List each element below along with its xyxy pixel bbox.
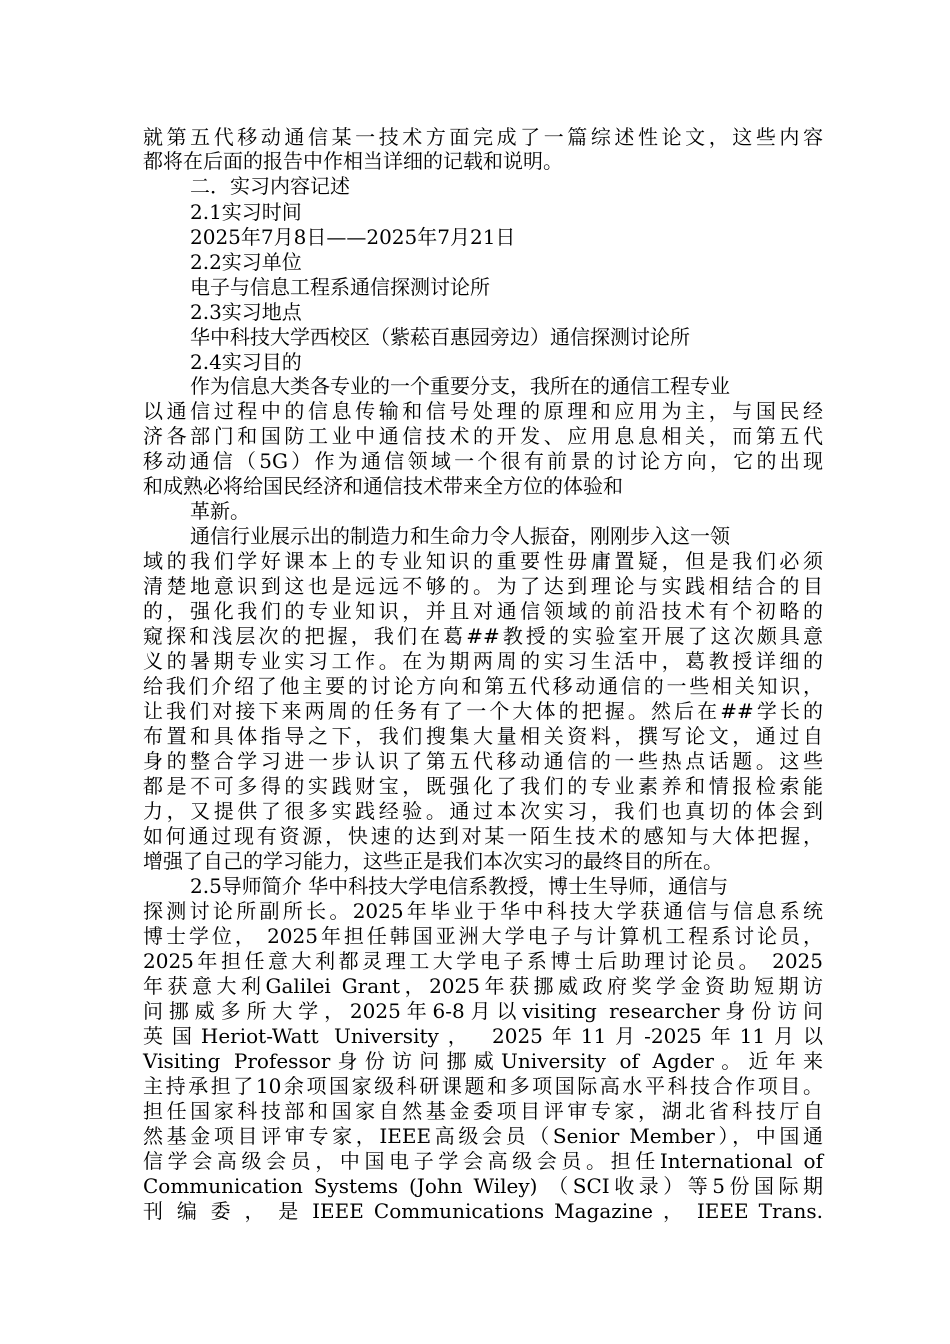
body-text-line: 年获意大利Galilei Grant，2025年获挪威政府奖学金资助短期访 — [143, 974, 823, 998]
body-text-line: 都将在后面的报告中作相当详细的记载和说明。 — [143, 149, 563, 173]
body-text-line: 担任国家科技部和国家自然基金委项目评审专家，湖北省科技厅自 — [143, 1099, 823, 1123]
body-text-line: 2025年担任意大利都灵理工大学电子系博士后助理讨论员。 2025 — [143, 949, 823, 973]
subsection-heading: 2.3实习地点 — [190, 300, 302, 324]
body-text-line: 让我们对接下来两周的任务有了一个大体的把握。然后在##学长的 — [143, 699, 823, 723]
body-text-line: 济各部门和国防工业中通信技术的开发、应用息息相关，而第五代 — [143, 424, 823, 448]
body-text-line: 给我们介绍了他主要的讨论方向和第五代移动通信的一些相关知识， — [143, 674, 823, 698]
body-text-line: 2.5导师简介 华中科技大学电信系教授，博士生导师，通信与 — [190, 874, 729, 898]
body-text-line: 英国Heriot-Watt University， 2025年11月-2025年11月以 — [143, 1024, 823, 1048]
body-text-line: 力，又提供了很多实践经验。通过本次实习，我们也真切的体会到 — [143, 799, 823, 823]
body-text-line: Communication Systems (John Wiley) （SCI收录）等5份国际期 — [143, 1174, 823, 1198]
body-text-line: Visiting Professor身份访问挪威University of Agder。近年来 — [143, 1049, 823, 1073]
body-text-line: 华中科技大学西校区（紫菘百惠园旁边）通信探测讨论所 — [190, 325, 690, 349]
body-text-line: 布置和具体指导之下，我们搜集大量相关资料，撰写论文，通过自 — [143, 724, 823, 748]
body-text-line: 然基金项目评审专家，IEEE高级会员（Senior Member），中国通 — [143, 1124, 823, 1148]
body-text-line: 作为信息大类各专业的一个重要分支，我所在的通信工程专业 — [190, 374, 730, 398]
body-text-line: 信学会高级会员，中国电子学会高级会员。担任International of — [143, 1149, 823, 1173]
body-text-line: 探测讨论所副所长。2025年毕业于华中科技大学获通信与信息系统 — [143, 899, 823, 923]
body-text-line: 革新。 — [190, 499, 250, 523]
body-text-line: 问挪威多所大学，2025年6-8月以visiting researcher身份访问 — [143, 999, 823, 1023]
body-text-line: 博士学位， 2025年担任韩国亚洲大学电子与计算机工程系讨论员， — [143, 924, 823, 948]
subsection-heading: 2.2实习单位 — [190, 250, 302, 274]
body-text-line: 就第五代移动通信某一技术方面完成了一篇综述性论文，这些内容 — [143, 125, 823, 149]
body-text-line: 如何通过现有资源，快速的达到对某一陌生技术的感知与大体把握， — [143, 824, 823, 848]
subsection-heading: 2.1实习时间 — [190, 200, 302, 224]
subsection-heading: 2.4实习目的 — [190, 350, 302, 374]
body-text-line: 都是不可多得的实践财宝，既强化了我们的专业素养和情报检索能 — [143, 774, 823, 798]
body-text-line: 窥探和浅层次的把握，我们在葛##教授的实验室开展了这次颇具意 — [143, 624, 823, 648]
body-text-line: 通信行业展示出的制造力和生命力令人振奋，刚刚步入这一领 — [190, 524, 730, 548]
section-heading: 二．实习内容记述 — [190, 174, 350, 198]
body-text-line: 以通信过程中的信息传输和信号处理的原理和应用为主，与国民经 — [143, 399, 823, 423]
body-text-line: 电子与信息工程系通信探测讨论所 — [190, 275, 490, 299]
body-text-line: 移动通信（5G）作为通信领域一个很有前景的讨论方向，它的出现 — [143, 449, 823, 473]
body-text-line: 增强了自己的学习能力，这些正是我们本次实习的最终目的所在。 — [143, 849, 723, 873]
body-text-line: 刊 编 委 ， 是 IEEE Communications Magazine ， IEEE Trans. — [143, 1199, 823, 1223]
body-text-line: 和成熟必将给国民经济和通信技术带来全方位的体验和 — [143, 474, 623, 498]
body-text-line: 身的整合学习进一步认识了第五代移动通信的一些热点话题。这些 — [143, 749, 823, 773]
body-text-line: 主持承担了10余项国家级科研课题和多项国际高水平科技合作项目。 — [143, 1074, 823, 1098]
body-text-line: 2025年7月8日——2025年7月21日 — [190, 225, 516, 249]
body-text-line: 清楚地意识到这也是远远不够的。为了达到理论与实践相结合的目 — [143, 574, 823, 598]
body-text-line: 域的我们学好课本上的专业知识的重要性毋庸置疑，但是我们必须 — [143, 549, 823, 573]
body-text-line: 义的暑期专业实习工作。在为期两周的实习生活中，葛教授详细的 — [143, 649, 823, 673]
body-text-line: 的，强化我们的专业知识，并且对通信领域的前沿技术有个初略的 — [143, 599, 823, 623]
